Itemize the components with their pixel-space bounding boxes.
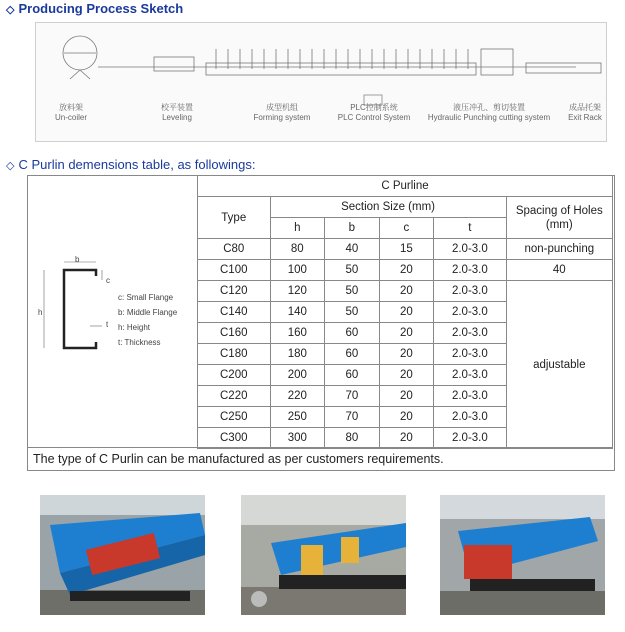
section-title-process: Producing Process Sketch bbox=[18, 1, 184, 16]
dim-h-label: h bbox=[38, 308, 43, 317]
cell-b: 50 bbox=[325, 302, 380, 323]
cell-c: 20 bbox=[379, 407, 434, 428]
cell-c: 20 bbox=[379, 260, 434, 281]
stage-uncoiler bbox=[44, 103, 98, 123]
cell-h: 100 bbox=[270, 260, 325, 281]
cell-spacing: adjustable bbox=[506, 281, 612, 449]
cell-h: 80 bbox=[270, 239, 325, 260]
cell-c: 20 bbox=[379, 344, 434, 365]
cell-b: 60 bbox=[325, 323, 380, 344]
cell-b: 70 bbox=[325, 386, 380, 407]
stage-hydraulic-cn: 液压冲孔、剪切装置 bbox=[453, 103, 525, 112]
stage-forming-cn: 成型机组 bbox=[266, 103, 298, 112]
cell-c: 20 bbox=[379, 365, 434, 386]
cell-b: 60 bbox=[325, 344, 380, 365]
cell-type: C200 bbox=[198, 365, 271, 386]
cell-type: C250 bbox=[198, 407, 271, 428]
cell-h: 220 bbox=[270, 386, 325, 407]
dim-t-label: t bbox=[106, 320, 109, 329]
cell-t: 2.0-3.0 bbox=[434, 386, 506, 407]
production-line-drawing bbox=[36, 23, 606, 141]
legend-middle-flange: b: Middle Flange bbox=[118, 308, 178, 317]
section-heading-process bbox=[6, 1, 183, 16]
cell-type: C220 bbox=[198, 386, 271, 407]
cell-type: C180 bbox=[198, 344, 271, 365]
cell-b: 70 bbox=[325, 407, 380, 428]
stage-forming bbox=[244, 103, 320, 123]
table-caption: C Purline bbox=[198, 176, 613, 197]
table-row bbox=[198, 260, 613, 281]
forming-stands bbox=[216, 49, 468, 69]
leveler-drawing bbox=[154, 57, 194, 71]
stage-exit-rack-cn: 成品托架 bbox=[569, 103, 601, 112]
machine-photo-1 bbox=[40, 495, 205, 615]
column-header-t: t bbox=[434, 218, 506, 239]
stage-exit-rack bbox=[564, 103, 606, 123]
cell-t: 2.0-3.0 bbox=[434, 365, 506, 386]
cell-type: C100 bbox=[198, 260, 271, 281]
cell-h: 180 bbox=[270, 344, 325, 365]
forming-base-drawing bbox=[206, 63, 476, 75]
customization-note: The type of C Purlin can be manufactured as per customers requirements. bbox=[27, 447, 613, 469]
section-title-dimensions: C Purlin demensions table, as followings: bbox=[18, 157, 256, 172]
stage-plc-cn: PLC控制系统 bbox=[350, 103, 398, 112]
section-size-header: Section Size (mm) bbox=[270, 197, 506, 218]
cell-h: 300 bbox=[270, 428, 325, 449]
diamond-icon: ◇ bbox=[6, 160, 15, 172]
cell-t: 2.0-3.0 bbox=[434, 302, 506, 323]
legend-small-flange: c: Small Flange bbox=[118, 293, 174, 302]
section-heading-dimensions bbox=[6, 157, 255, 172]
table-row bbox=[198, 239, 613, 260]
legend-thickness: t: Thickness bbox=[118, 338, 161, 347]
type-header: Type bbox=[198, 197, 271, 239]
cutter-drawing bbox=[481, 49, 513, 75]
cell-type: C80 bbox=[198, 239, 271, 260]
cell-type: C140 bbox=[198, 302, 271, 323]
cell-c: 15 bbox=[379, 239, 434, 260]
machine-photo-3 bbox=[440, 495, 605, 615]
cell-b: 60 bbox=[325, 365, 380, 386]
cell-type: C160 bbox=[198, 323, 271, 344]
stage-leveling-en: Leveling bbox=[162, 113, 192, 122]
stage-leveling bbox=[141, 103, 213, 123]
cell-h: 120 bbox=[270, 281, 325, 302]
cell-h: 140 bbox=[270, 302, 325, 323]
cell-b: 50 bbox=[325, 281, 380, 302]
column-header-b: b bbox=[325, 218, 380, 239]
stage-hydraulic bbox=[420, 103, 558, 123]
dim-c-label: c bbox=[106, 276, 110, 285]
stage-plc-en: PLC Control System bbox=[337, 113, 411, 122]
machine-photo-2 bbox=[241, 495, 406, 615]
cell-h: 250 bbox=[270, 407, 325, 428]
cell-t: 2.0-3.0 bbox=[434, 428, 506, 449]
spacing-header: Spacing of Holes (mm) bbox=[506, 197, 612, 239]
cell-b: 80 bbox=[325, 428, 380, 449]
cell-c: 20 bbox=[379, 428, 434, 449]
column-header-h: h bbox=[270, 218, 325, 239]
diamond-icon: ◇ bbox=[6, 4, 15, 16]
cell-spacing: non-punching bbox=[506, 239, 612, 260]
column-header-c: c bbox=[379, 218, 434, 239]
legend-height: h: Height bbox=[118, 323, 151, 332]
stage-leveling-cn: 校平装置 bbox=[161, 103, 193, 112]
exit-rack-drawing bbox=[526, 63, 601, 73]
cell-h: 200 bbox=[270, 365, 325, 386]
stage-forming-en: Forming system bbox=[253, 113, 311, 122]
cell-c: 20 bbox=[379, 281, 434, 302]
stage-uncoiler-en: Un-coiler bbox=[54, 113, 87, 122]
dim-b-label: b bbox=[75, 255, 80, 264]
cell-spacing: 40 bbox=[506, 260, 612, 281]
cell-t: 2.0-3.0 bbox=[434, 323, 506, 344]
stage-exit-rack-en: Exit Rack bbox=[568, 113, 602, 122]
stage-hydraulic-en: Hydraulic Punching cutting system bbox=[427, 113, 551, 122]
cell-t: 2.0-3.0 bbox=[434, 281, 506, 302]
cell-t: 2.0-3.0 bbox=[434, 344, 506, 365]
cell-t: 2.0-3.0 bbox=[434, 260, 506, 281]
stage-uncoiler-cn: 放料架 bbox=[59, 103, 83, 112]
cell-t: 2.0-3.0 bbox=[434, 239, 506, 260]
stage-plc bbox=[328, 103, 420, 123]
cell-type: C120 bbox=[198, 281, 271, 302]
c-purlin-dimension-table bbox=[197, 175, 613, 449]
process-sketch bbox=[35, 22, 607, 142]
cell-type: C300 bbox=[198, 428, 271, 449]
cell-h: 160 bbox=[270, 323, 325, 344]
c-purlin-profile-drawing bbox=[30, 250, 120, 360]
cell-b: 50 bbox=[325, 260, 380, 281]
cell-c: 20 bbox=[379, 386, 434, 407]
cell-c: 20 bbox=[379, 302, 434, 323]
cell-c: 20 bbox=[379, 323, 434, 344]
cell-t: 2.0-3.0 bbox=[434, 407, 506, 428]
cell-b: 40 bbox=[325, 239, 380, 260]
table-row bbox=[198, 281, 613, 302]
